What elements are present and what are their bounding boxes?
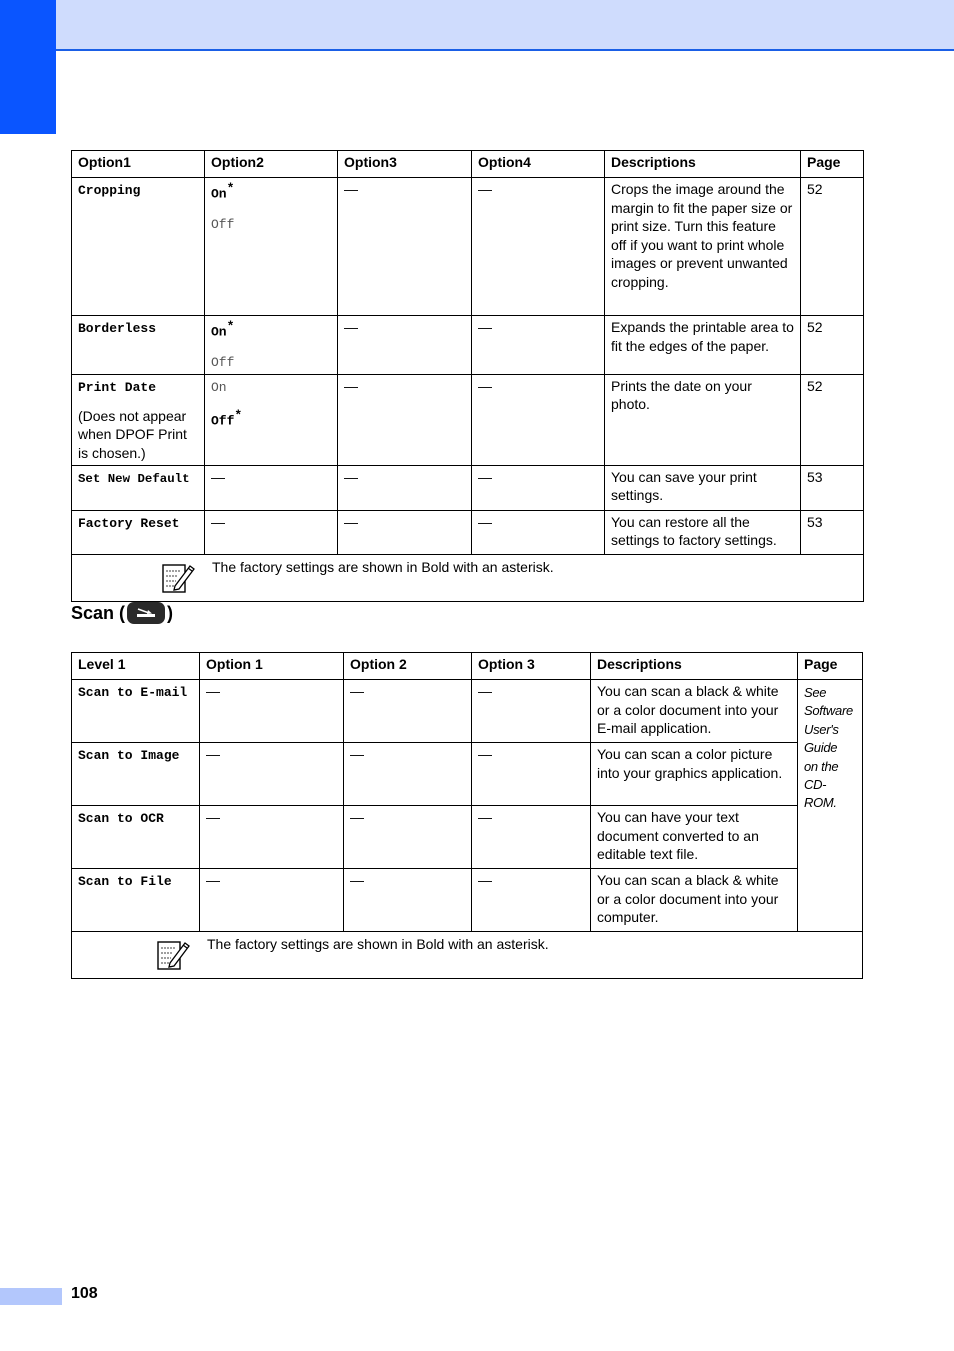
table-header-row <box>72 653 863 680</box>
option-value-default: Off <box>211 413 235 429</box>
table-row <box>72 806 863 869</box>
table-cell: — <box>338 374 472 465</box>
description-cell: You can scan a color picture into your graphics application. <box>591 743 798 806</box>
option-name: Set New Default <box>78 471 190 486</box>
page-ref-line: CD-ROM. <box>804 777 837 811</box>
table-cell: — <box>472 316 605 375</box>
option-name: Scan to Image <box>78 748 180 763</box>
description-cell: Prints the date on your photo. <box>605 374 801 465</box>
page-ref-line: on the <box>804 758 839 774</box>
column-header: Option2 <box>205 151 338 178</box>
table-row <box>72 869 863 932</box>
asterisk: * <box>226 319 235 334</box>
scan-options-table <box>71 652 863 979</box>
option-value-default: On <box>211 324 227 340</box>
column-header: Option1 <box>72 151 205 178</box>
option-value: Off <box>211 354 235 370</box>
scan-heading-text: Scan ( <box>71 603 126 623</box>
option-name: Scan to File <box>78 874 172 889</box>
table-cell: — <box>472 743 591 806</box>
print-options-table <box>71 150 864 602</box>
page-cell: 52 <box>801 316 864 375</box>
chapter-tab <box>0 0 56 134</box>
table-cell: — <box>472 510 605 554</box>
page-number: 108 <box>71 1285 98 1302</box>
scan-key-icon <box>127 602 165 624</box>
page-ref-line: Guide <box>804 740 838 756</box>
table-row <box>72 465 864 510</box>
table-row <box>72 374 864 465</box>
column-header: Level 1 <box>72 653 200 680</box>
option-value: On <box>211 379 227 395</box>
table-cell: — <box>344 743 472 806</box>
page-cell: 52 <box>801 374 864 465</box>
table-cell: — <box>200 869 344 932</box>
note-text: The factory settings are shown in Bold with an asterisk. <box>207 936 549 952</box>
column-header: Page <box>798 653 863 680</box>
page-cell: 53 <box>801 510 864 554</box>
table-cell: — <box>472 869 591 932</box>
description-cell: Crops the image around the margin to fit the paper size or print size. Turn this feature off if you want to print whole images or prevent unwanted cropping. <box>605 178 801 316</box>
table-cell: — <box>344 806 472 869</box>
table-cell: — <box>344 869 472 932</box>
note-row <box>72 932 863 979</box>
table-cell: — <box>205 510 338 554</box>
page-cell: 53 <box>801 465 864 510</box>
table-cell: — <box>200 680 344 743</box>
column-header: Descriptions <box>605 151 801 178</box>
table-row <box>72 316 864 375</box>
table-cell: — <box>200 806 344 869</box>
page-reference-cell <box>798 680 863 932</box>
table-cell: — <box>472 374 605 465</box>
note-text: The factory settings are shown in Bold with an asterisk. <box>212 558 554 575</box>
option-name: Factory Reset <box>78 515 180 531</box>
table-cell: — <box>344 680 472 743</box>
table-cell: — <box>338 316 472 375</box>
table-row <box>72 178 864 316</box>
description-cell: You can restore all the settings to factory settings. <box>605 510 801 554</box>
table-cell: — <box>338 465 472 510</box>
scan-heading-close: ) <box>167 603 174 623</box>
table-cell: — <box>338 510 472 554</box>
column-header: Option 3 <box>472 653 591 680</box>
note-row <box>72 554 864 601</box>
header-band <box>0 0 954 51</box>
table-cell: — <box>472 680 591 743</box>
description-cell: You can have your text document converted to an editable text file. <box>591 806 798 869</box>
column-header: Option3 <box>338 151 472 178</box>
description-cell: You can scan a black & white or a color document into your E-mail application. <box>591 680 798 743</box>
description-cell: You can save your print settings. <box>605 465 801 510</box>
option-name: Scan to OCR <box>78 811 164 826</box>
table-cell: — <box>338 178 472 316</box>
option-note: (Does not appear when DPOF Print is chosen.) <box>78 407 187 461</box>
table-row <box>72 680 863 743</box>
note-pencil-icon <box>155 938 191 972</box>
column-header: Option4 <box>472 151 605 178</box>
option-name: Cropping <box>78 183 141 198</box>
page-ref-line: See <box>804 685 827 700</box>
option-value: Off <box>211 216 235 232</box>
option-value-default: On <box>211 186 227 202</box>
table-row <box>72 743 863 806</box>
option-name: Scan to E-mail <box>78 685 188 700</box>
page-ref-line: Software <box>804 703 853 719</box>
page-cell: 52 <box>801 178 864 316</box>
column-header: Descriptions <box>591 653 798 680</box>
page-ref-line: User's <box>804 721 839 737</box>
page-number-band <box>0 1288 62 1305</box>
table-cell: — <box>472 806 591 869</box>
scan-heading <box>71 601 173 625</box>
option-name: Borderless <box>78 321 157 336</box>
description-cell: Expands the printable area to fit the edges of the paper. <box>605 316 801 375</box>
table-cell: — <box>205 465 338 510</box>
table-cell: — <box>200 743 344 806</box>
asterisk: * <box>226 181 235 196</box>
table-header-row <box>72 151 864 178</box>
table-cell: — <box>472 465 605 510</box>
option-name: Print Date <box>78 379 157 395</box>
column-header: Page <box>801 151 864 178</box>
column-header: Option 2 <box>344 653 472 680</box>
column-header: Option 1 <box>200 653 344 680</box>
description-cell: You can scan a black & white or a color document into your computer. <box>591 869 798 932</box>
table-row <box>72 510 864 554</box>
asterisk: * <box>234 407 243 423</box>
table-cell: — <box>472 178 605 316</box>
note-pencil-icon <box>160 561 196 595</box>
